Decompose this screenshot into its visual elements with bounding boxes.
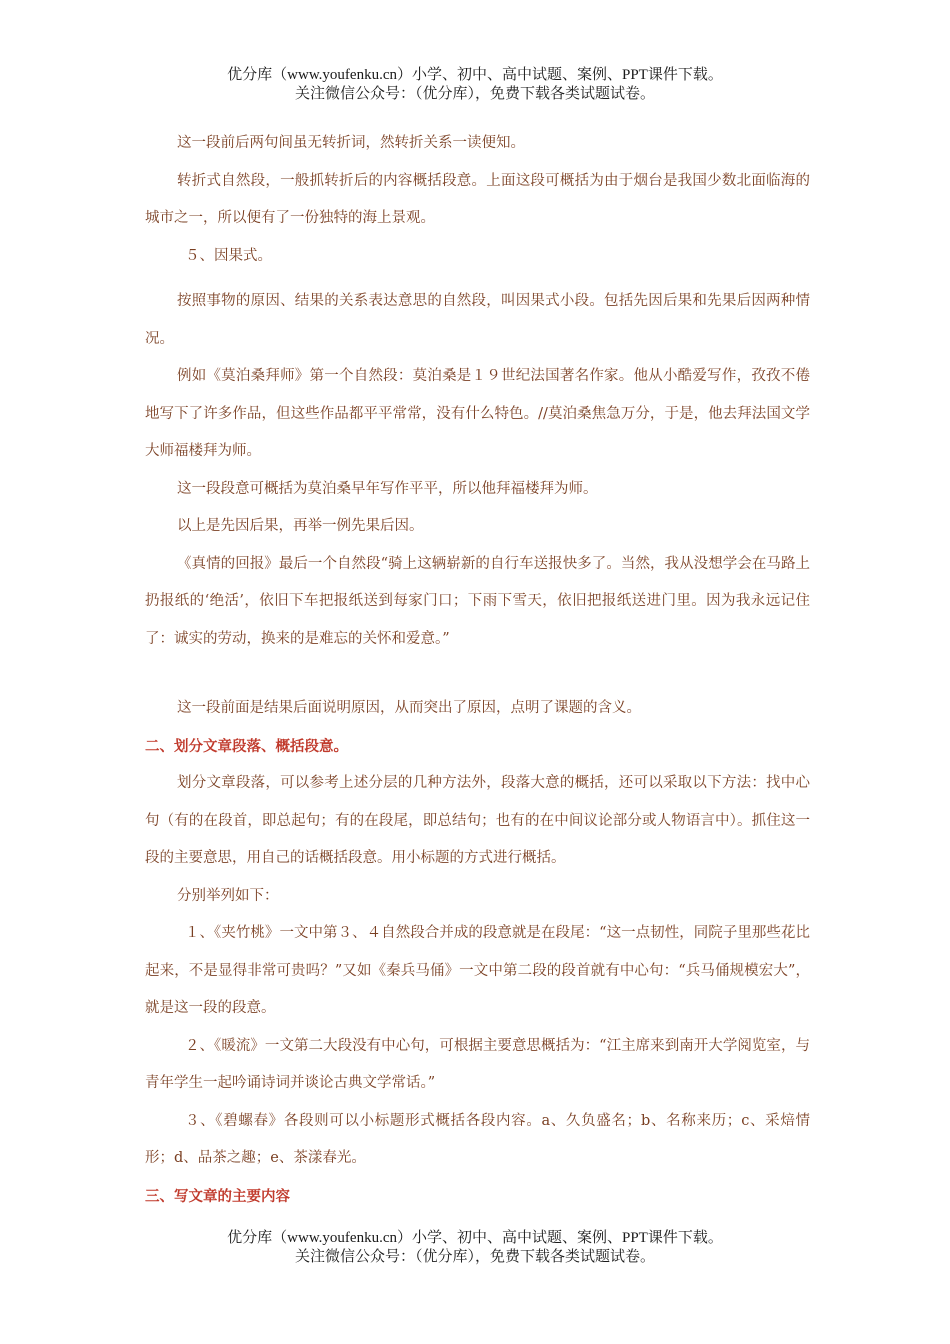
paragraph-true-reward-example: 《真情的回报》最后一个自然段“骑上这辆崭新的自行车送报快多了。当然，我从没想学会在马路上扔报纸的‘绝活’，依旧下车把报纸送到每家门口；下雨下雪天，依旧把报纸送进门里。因为我永远记住了：诚实的劳动，换来的是难忘的关怀和爱意。” bbox=[145, 555, 810, 647]
section-heading-3: 三、写文章的主要内容 bbox=[145, 1187, 290, 1205]
example-item-1: １、《夹竹桃》一文中第３、４自然段合并成的段意就是在段尾：“这一点韧性，同院子里那些花比起来，不是显得非常可贵吗？”又如《秦兵马俑》一文中第二段的段首就有中心句：“兵马俑规模宏大”，就是这一段的段意。 bbox=[145, 925, 810, 1016]
footer-line-1: 优分库（www.youfenku.cn）小学、初中、高中试题、案例、PPT课件下载。 bbox=[227, 1230, 723, 1246]
paragraph-examples-intro: 分别举列如下： bbox=[177, 887, 279, 904]
spacer bbox=[145, 658, 810, 690]
header-line-1: 优分库（www.youfenku.cn）小学、初中、高中试题、案例、PPT课件下载。 bbox=[227, 67, 723, 83]
page-header bbox=[0, 66, 950, 104]
footer-line-2: 关注微信公众号：（优分库），免费下载各类试题试卷。 bbox=[294, 1249, 655, 1265]
header-line-2: 关注微信公众号：（优分库），免费下载各类试题试卷。 bbox=[294, 86, 655, 102]
document-body bbox=[145, 125, 810, 1215]
example-item-3: ３、《碧螺春》各段则可以小标题形式概括各段内容。a、久负盛名；b、名称来历；c、采焙情形；d、品茶之趣；e、茶漾春光。 bbox=[145, 1112, 810, 1166]
paragraph-maupassant-summary: 这一段段意可概括为莫泊桑早年写作平平，所以他拜福楼拜为师。 bbox=[177, 480, 598, 497]
example-item-2: ２、《暖流》一文第二大段没有中心句，可根据主要意思概括为：“江主席来到南开大学阅览室，与青年学生一起吟诵诗词并谈论古典文学常话。” bbox=[145, 1037, 810, 1091]
paragraph-true-reward-summary: 这一段前面是结果后面说明原因，从而突出了原因，点明了课题的含义。 bbox=[177, 700, 641, 716]
item-cause-effect-title: ５、因果式。 bbox=[185, 247, 272, 264]
paragraph-transition-example: 以上是先因后果，再举一例先果后因。 bbox=[177, 518, 424, 534]
page-footer bbox=[0, 1229, 950, 1267]
section-heading-2: 二、划分文章段落、概括段意。 bbox=[145, 737, 348, 755]
paragraph-paragraph-division: 划分文章段落，可以参考上述分层的几种方法外，段落大意的概括，还可以采取以下方法：找中心句（有的在段首，即总起句；有的在段尾，即总结句；也有的在中间议论部分或人物语言中）。抓住这一段的主要意思，用自己的话概括段意。用小标题的方式进行概括。 bbox=[145, 775, 810, 866]
spacer bbox=[145, 275, 810, 283]
paragraph-maupassant-example: 例如《莫泊桑拜师》第一个自然段：莫泊桑是１９世纪法国著名作家。他从小酷爱写作，孜孜不倦地写下了许多作品，但这些作品都平平常常，没有什么特色。//莫泊桑焦急万分，于是，他去拜法国文学大师福楼拜为师。 bbox=[145, 368, 810, 459]
paragraph-transition-summary: 转折式自然段，一般抓转折后的内容概括段意。上面这段可概括为由于烟台是我国少数北面临海的城市之一，所以便有了一份独特的海上景观。 bbox=[145, 172, 810, 226]
paragraph-cause-effect-definition: 按照事物的原因、结果的关系表达意思的自然段，叫因果式小段。包括先因后果和先果后因两种情况。 bbox=[145, 293, 810, 347]
paragraph-transition-note: 这一段前后两句间虽无转折词，然转折关系一读便知。 bbox=[177, 135, 525, 151]
